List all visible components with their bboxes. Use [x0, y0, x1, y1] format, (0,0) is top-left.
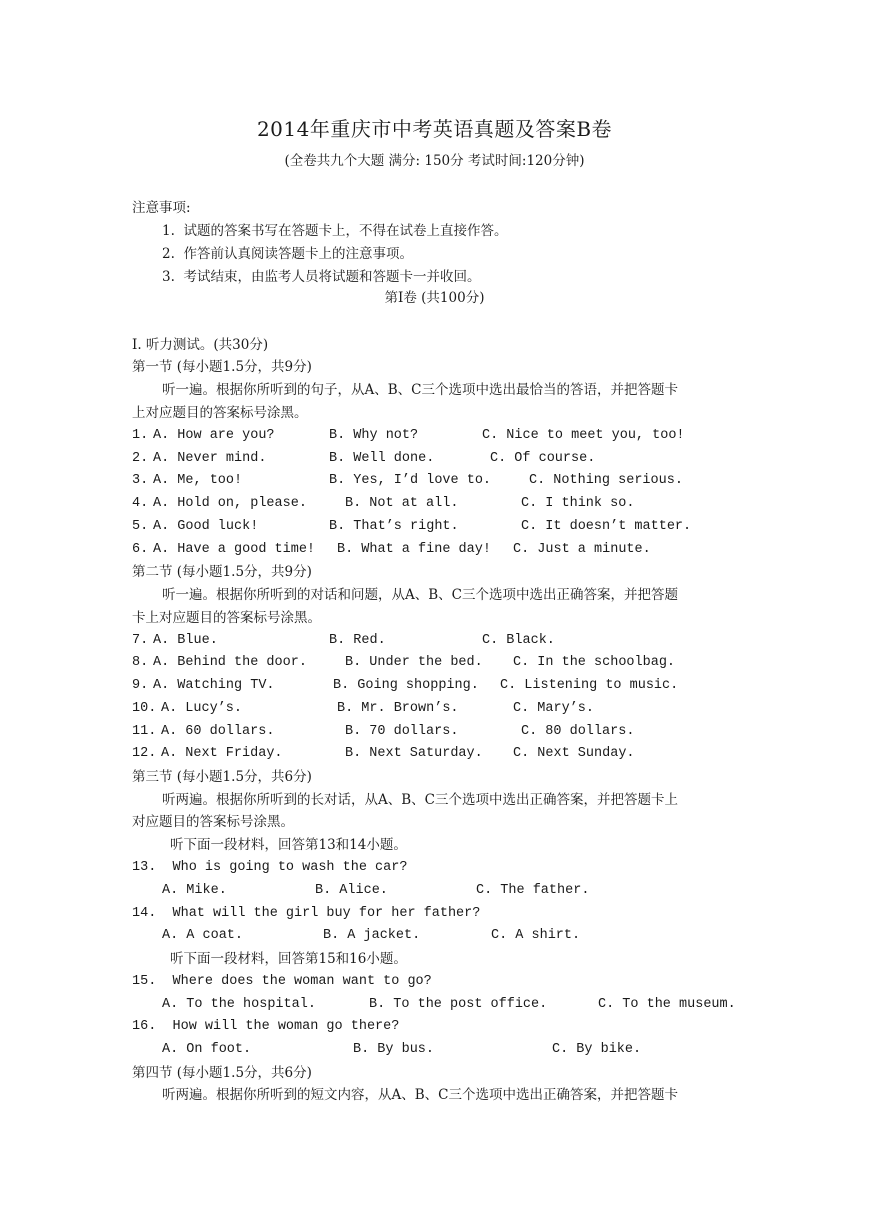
notes-heading: 注意事项:: [132, 200, 191, 216]
option-c: C. To the museum.: [598, 997, 736, 1012]
note-item: 3. 考试结束，由监考人员将试题和答题卡一并收回。: [162, 269, 481, 285]
option-b: B. What a fine day!: [337, 542, 491, 557]
option-b: B. Red.: [329, 633, 386, 648]
question-number: 3.: [132, 473, 157, 488]
option-c: C. It doesn’t matter.: [521, 519, 692, 534]
option-c: C. Next Sunday.: [513, 746, 635, 761]
section-1-instructions: 听一遍。根据你所听到的句子，从A、B、C三个选项中选出最恰当的答语，并把答题卡: [162, 382, 678, 398]
note-item: 2. 作答前认真阅读答题卡上的注意事项。: [162, 246, 413, 262]
question-stem: 15. Where does the woman want to go?: [132, 974, 432, 989]
option-c: C. The father.: [476, 883, 590, 898]
option-b: B. Not at all.: [345, 496, 459, 511]
option-b: B. Why not?: [329, 428, 419, 443]
option-c: C. In the schoolbag.: [513, 655, 676, 670]
option-b: B. Under the bed.: [345, 655, 483, 670]
passage-lead: 听下面一段材料，回答第13和14小题。: [170, 837, 407, 853]
option-a: A. Behind the door.: [153, 655, 307, 670]
option-b: B. A jacket.: [323, 928, 421, 943]
option-c: C. Nothing serious.: [529, 473, 683, 488]
option-b: B. Well done.: [329, 451, 435, 466]
option-a: A. To the hospital.: [162, 997, 316, 1012]
note-item: 1. 试题的答案书写在答题卡上，不得在试卷上直接作答。: [162, 223, 508, 239]
section-2-instructions: 听一遍。根据你所听到的对话和问题，从A、B、C三个选项中选出正确答案，并把答题: [162, 587, 678, 603]
option-b: B. Next Saturday.: [345, 746, 483, 761]
question-stem: 14. What will the girl buy for her father?: [132, 906, 481, 921]
question-number: 10.: [132, 701, 157, 716]
section-1-heading: 第一节 (每小题1.5分，共9分): [132, 359, 312, 375]
option-b: B. To the post office.: [369, 997, 548, 1012]
question-number: 1.: [132, 428, 157, 443]
option-a: A. Hold on, please.: [153, 496, 307, 511]
listening-heading: I. 听力测试。(共30分): [132, 337, 269, 353]
option-b: B. Mr. Brown’s.: [337, 701, 459, 716]
question-stem: 16. How will the woman go there?: [132, 1019, 400, 1034]
option-a: A. Me, too!: [153, 473, 243, 488]
option-c: C. I think so.: [521, 496, 635, 511]
option-a: A. Never mind.: [153, 451, 267, 466]
passage-lead: 听下面一段材料，回答第15和16小题。: [170, 951, 407, 967]
question-number: 9.: [132, 678, 157, 693]
question-number: 11.: [132, 724, 157, 739]
option-a: A. On foot.: [162, 1042, 252, 1057]
option-b: B. Alice.: [315, 883, 388, 898]
question-stem: 13. Who is going to wash the car?: [132, 860, 408, 875]
section-2-heading: 第二节 (每小题1.5分，共9分): [132, 564, 312, 580]
option-b: B. Yes, I’d love to.: [329, 473, 492, 488]
option-a: A. Next Friday.: [161, 746, 283, 761]
section-3-instructions: 听两遍。根据你所听到的长对话，从A、B、C三个选项中选出正确答案，并把答题卡上: [162, 792, 678, 808]
option-b: B. Going shopping.: [333, 678, 479, 693]
option-a: A. Lucy’s.: [161, 701, 243, 716]
exam-info: (全卷共九个大题 满分: 150分 考试时间:120分钟): [284, 153, 585, 169]
section-2-instructions-cont: 卡上对应题目的答案标号涂黑。: [132, 610, 321, 626]
question-number: 12.: [132, 746, 157, 761]
option-a: A. 60 dollars.: [161, 724, 275, 739]
option-c: C. 80 dollars.: [521, 724, 635, 739]
option-b: B. That’s right.: [329, 519, 459, 534]
question-number: 4.: [132, 496, 157, 511]
option-c: C. Listening to music.: [500, 678, 679, 693]
question-number: 5.: [132, 519, 157, 534]
question-number: 6.: [132, 542, 157, 557]
option-c: C. Black.: [482, 633, 555, 648]
option-c: C. A shirt.: [491, 928, 581, 943]
question-number: 8.: [132, 655, 157, 670]
option-a: A. Have a good time!: [153, 542, 316, 557]
section-3-heading: 第三节 (每小题1.5分，共6分): [132, 769, 312, 785]
page-title: 2014年重庆市中考英语真题及答案B卷: [256, 117, 613, 141]
option-c: C. By bike.: [552, 1042, 642, 1057]
option-c: C. Mary’s.: [513, 701, 595, 716]
question-number: 2.: [132, 451, 157, 466]
option-b: B. 70 dollars.: [345, 724, 459, 739]
option-a: A. How are you?: [153, 428, 275, 443]
section-4-instructions: 听两遍。根据你所听到的短文内容，从A、B、C三个选项中选出正确答案，并把答题卡: [162, 1087, 678, 1103]
option-a: A. Good luck!: [153, 519, 259, 534]
question-number: 7.: [132, 633, 157, 648]
option-c: C. Of course.: [490, 451, 596, 466]
option-c: C. Just a minute.: [513, 542, 651, 557]
option-a: A. Blue.: [153, 633, 218, 648]
option-a: A. Mike.: [162, 883, 227, 898]
section-1-instructions-cont: 上对应题目的答案标号涂黑。: [132, 405, 308, 421]
section-4-heading: 第四节 (每小题1.5分，共6分): [132, 1065, 312, 1081]
option-a: A. A coat.: [162, 928, 244, 943]
option-b: B. By bus.: [353, 1042, 435, 1057]
option-c: C. Nice to meet you, too!: [482, 428, 685, 443]
part-one-heading: 第I卷 (共100分): [384, 290, 485, 306]
option-a: A. Watching TV.: [153, 678, 275, 693]
section-3-instructions-cont: 对应题目的答案标号涂黑。: [132, 814, 294, 830]
